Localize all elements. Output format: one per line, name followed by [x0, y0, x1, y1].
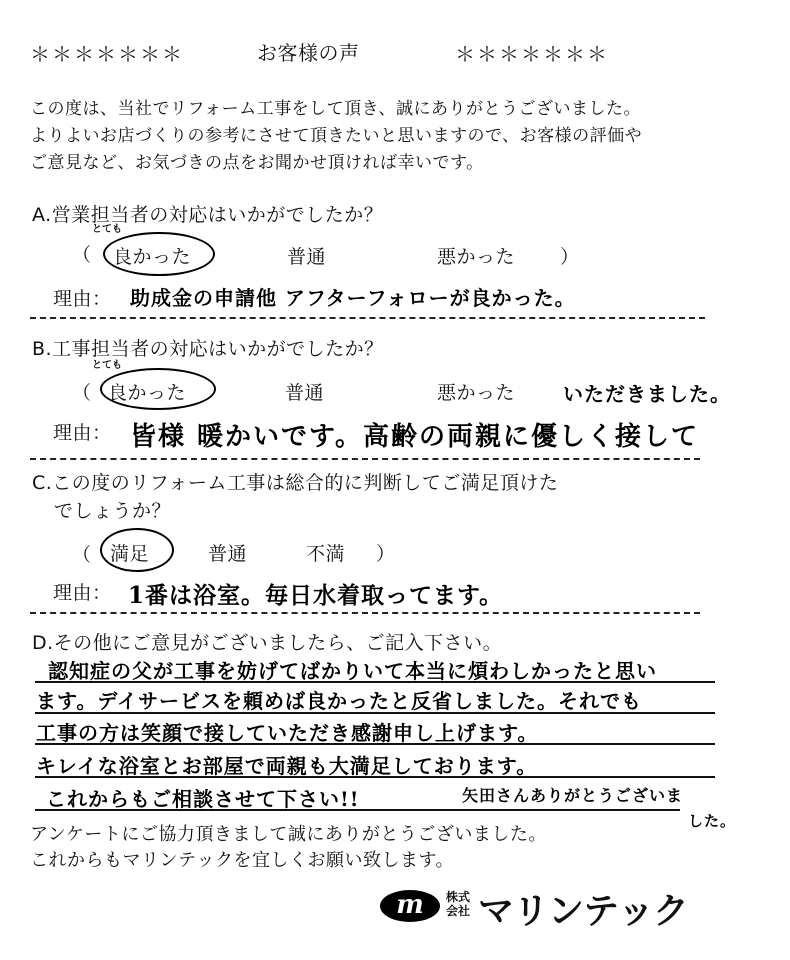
question-a-open-paren: （	[72, 244, 92, 266]
question-b-trailing: いただきました。	[563, 382, 731, 406]
question-a-close-paren: ）	[560, 246, 580, 268]
writing-line	[35, 743, 715, 745]
question-d-line-5: これからもご相談させて下さい!!	[46, 787, 360, 811]
question-b-option-good[interactable]: 良かった	[108, 382, 187, 404]
intro-line-3: ご意見など、お気づきの点をお聞かせ頂ければ幸いです。	[30, 153, 484, 173]
header-stars-left: ＊＊＊＊＊＊＊	[30, 42, 184, 66]
question-b-reason-label: 理由：	[53, 422, 112, 444]
divider	[30, 458, 700, 460]
question-a-note: とても	[92, 224, 122, 235]
question-a-reason: 助成金の申請他 アフターフォローが良かった。	[130, 286, 576, 310]
logo-company-name: マリンテック	[478, 891, 689, 932]
question-c-reason-label: 理由：	[53, 582, 112, 604]
question-c-option-unsatisfied[interactable]: 不満	[306, 543, 346, 565]
page-title: お客様の声	[257, 41, 360, 65]
question-d-line-2: ます。デイサービスを頼めば良かったと反省しました。それでも	[36, 689, 642, 713]
question-c-close-paren: ）	[376, 543, 396, 565]
question-c-option-satisfied[interactable]: 満足	[110, 543, 150, 565]
question-a-option-good[interactable]: 良かった	[113, 246, 192, 268]
question-c-reason: 1番は浴室。毎日水着取ってます。	[128, 582, 504, 609]
question-a-option-bad[interactable]: 悪かった	[437, 246, 516, 268]
closing-line-1: アンケートにご協力頂きまして誠にありがとうございました。	[30, 824, 547, 845]
question-d-signoff-end: した。	[688, 812, 737, 830]
question-c-text-1: C.この度のリフォーム工事は総合的に判断してご満足頂けた	[32, 472, 559, 494]
closing-line-2: これからもマリンテックを宜しくお願い致します。	[30, 850, 455, 871]
writing-line	[35, 712, 715, 714]
question-d-line-3: 工事の方は笑顔で接していただき感謝申し上げます。	[36, 721, 539, 745]
question-a-option-normal[interactable]: 普通	[287, 246, 327, 268]
question-b-option-bad[interactable]: 悪かった	[437, 382, 516, 404]
divider	[30, 612, 700, 614]
question-d-line-4: キレイな浴室とお部屋で両親も大満足しております。	[36, 754, 538, 778]
question-b-note: とても	[92, 360, 122, 371]
question-b-text: B.工事担当者の対応はいかがでしたか？	[32, 338, 384, 360]
question-c-option-normal[interactable]: 普通	[208, 543, 248, 565]
intro-line-1: この度は、当社でリフォーム工事をして頂き、誠にありがとうございました。	[30, 99, 641, 119]
logo-kabushiki: 株式	[446, 890, 471, 904]
question-a-text: A.営業担当者の対応はいかがでしたか？	[32, 204, 384, 226]
writing-line	[35, 776, 715, 778]
logo-gaisha: 会社	[446, 904, 471, 918]
question-b-open-paren: （	[72, 382, 92, 404]
question-d-line-1: 認知症の父が工事を妨げてばかりいて本当に煩わしかったと思い	[48, 659, 657, 683]
question-a-reason-label: 理由：	[53, 288, 112, 310]
question-d-text: D.その他にご意見がございましたら、ご記入下さい。	[32, 632, 503, 654]
divider	[30, 317, 705, 319]
question-c-text-2: でしょうか？	[54, 500, 172, 522]
question-b-reason: 皆様 暖かいです。高齢の両親に優しく接して	[130, 422, 699, 452]
writing-line	[35, 681, 715, 683]
question-b-option-normal[interactable]: 普通	[285, 382, 325, 404]
intro-line-2: よりよいお店づくりの参考にさせて頂きたいと思いますので、お客様の評価や	[30, 126, 643, 146]
logo-mark-icon: m	[380, 890, 440, 922]
question-d-signoff: 矢田さんありがとうございま	[462, 786, 684, 805]
writing-line	[35, 809, 680, 811]
header-stars-right: ＊＊＊＊＊＊＊	[455, 42, 609, 66]
company-logo	[380, 884, 700, 932]
question-c-open-paren: （	[72, 544, 92, 566]
